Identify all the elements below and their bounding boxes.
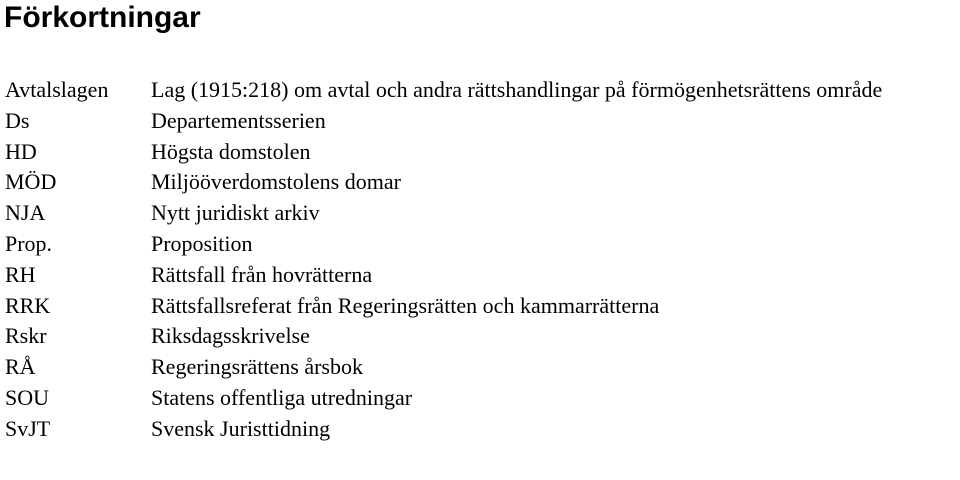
- abbreviation-row: [5, 291, 957, 322]
- page-title: Förkortningar: [4, 1, 201, 34]
- abbreviation-definition: Lag (1915:218) om avtal och andra rättshandlingar på förmögenhetsrättens område: [151, 77, 883, 102]
- abbreviation-definition: Svensk Juristtidning: [151, 415, 331, 441]
- abbreviation-row: [5, 383, 957, 414]
- abbreviation-term: Prop.: [5, 230, 53, 256]
- abbreviation-row: [5, 229, 957, 260]
- abbreviation-definition: Rättsfallsreferat från Regeringsrätten och kammarrätterna: [151, 292, 660, 318]
- abbreviation-term: SOU: [5, 384, 50, 410]
- abbreviation-list: [5, 75, 957, 445]
- abbreviation-definition: Statens offentliga utredningar: [151, 384, 413, 410]
- abbreviation-term: RÅ: [5, 354, 36, 380]
- abbreviation-term: SvJT: [5, 415, 51, 441]
- abbreviation-row: [5, 198, 957, 229]
- abbreviation-row: [5, 414, 957, 445]
- abbreviation-row: [5, 137, 957, 168]
- abbreviation-term: Ds: [5, 107, 30, 133]
- abbreviation-row: [5, 75, 957, 106]
- abbreviation-term: HD: [5, 138, 37, 164]
- abbreviation-definition: Rättsfall från hovrätterna: [151, 261, 373, 287]
- abbreviation-definition: Högsta domstolen: [151, 138, 311, 164]
- abbreviation-term: RRK: [5, 292, 51, 318]
- abbreviation-term: RH: [5, 261, 36, 287]
- abbreviation-definition: Riksdagsskrivelse: [151, 323, 310, 349]
- abbreviation-definition: Departementsserien: [151, 107, 326, 133]
- abbreviation-row: [5, 321, 957, 352]
- abbreviation-definition: Regeringsrättens årsbok: [151, 354, 363, 380]
- abbreviation-term: Avtalslagen: [5, 77, 109, 102]
- abbreviation-definition: Miljööverdomstolens domar: [151, 169, 401, 195]
- abbreviation-row: [5, 260, 957, 291]
- abbreviation-definition: Proposition: [151, 230, 253, 256]
- abbreviation-term: NJA: [5, 200, 46, 226]
- abbreviation-row: [5, 167, 957, 198]
- abbreviation-term: MÖD: [5, 169, 57, 195]
- abbreviation-row: [5, 352, 957, 383]
- abbreviation-definition: Nytt juridiskt arkiv: [151, 200, 320, 226]
- abbreviation-term: Rskr: [5, 323, 47, 349]
- abbreviation-row: [5, 106, 957, 137]
